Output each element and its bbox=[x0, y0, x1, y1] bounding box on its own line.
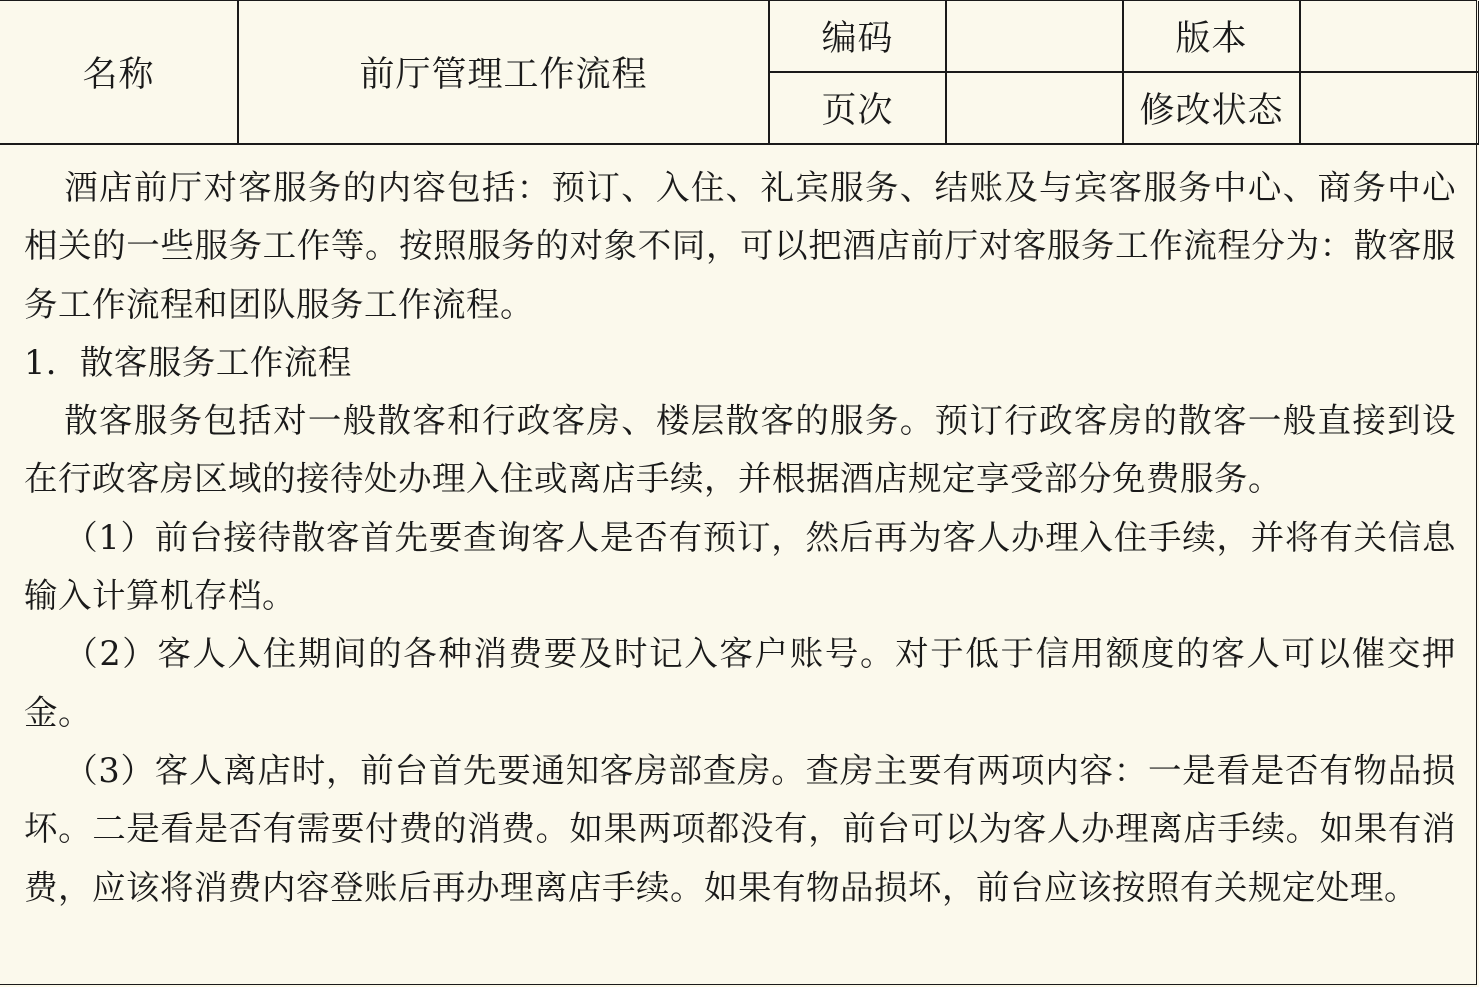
name-label: 名称 bbox=[0, 1, 238, 144]
step-2-paragraph: （2）客人入住期间的各种消费要及时记入客户账号。对于低于信用额度的客人可以催交押金。 bbox=[24, 634, 1456, 732]
intro-paragraph: 酒店前厅对客服务的内容包括：预订、入住、礼宾服务、结账及与宾客服务中心、商务中心相关的一些服务工作等。按照服务的对象不同，可以把酒店前厅对客服务工作流程分为：散客服务工作流程和团队服务工作流程。 bbox=[24, 168, 1456, 324]
version-value bbox=[1300, 1, 1478, 72]
revision-value bbox=[1300, 72, 1478, 144]
step-3-paragraph: （3）客人离店时，前台首先要通知客房部查房。查房主要有两项内容：一是看是否有物品损坏。二是看是否有需要付费的消费。如果两项都没有，前台可以为客人办理离店手续。如果有消费，应该将消费内容登账后再办理离店手续。如果有物品损坏，前台应该按照有关规定处理。 bbox=[24, 750, 1456, 907]
section-heading: 1．散客服务工作流程 bbox=[24, 342, 352, 382]
document-body bbox=[24, 159, 1456, 917]
step-1-paragraph: （1）前台接待散客首先要查询客人是否有预订，然后再为客人办理入住手续，并将有关信息输入计算机存档。 bbox=[24, 517, 1456, 616]
code-label: 编码 bbox=[769, 1, 946, 72]
version-label: 版本 bbox=[1123, 1, 1300, 72]
revision-label: 修改状态 bbox=[1123, 72, 1300, 144]
section-intro-paragraph: 散客服务包括对一般散客和行政客房、楼层散客的服务。预订行政客房的散客一般直接到设在行政客房区域的接待处办理入住或离店手续，并根据酒店规定享受部分免费服务。 bbox=[24, 401, 1456, 499]
code-value bbox=[946, 1, 1123, 72]
page-value bbox=[946, 72, 1123, 144]
document-header-table bbox=[0, 1, 1479, 145]
page-label: 页次 bbox=[769, 72, 946, 144]
document-title: 前厅管理工作流程 bbox=[238, 1, 769, 144]
